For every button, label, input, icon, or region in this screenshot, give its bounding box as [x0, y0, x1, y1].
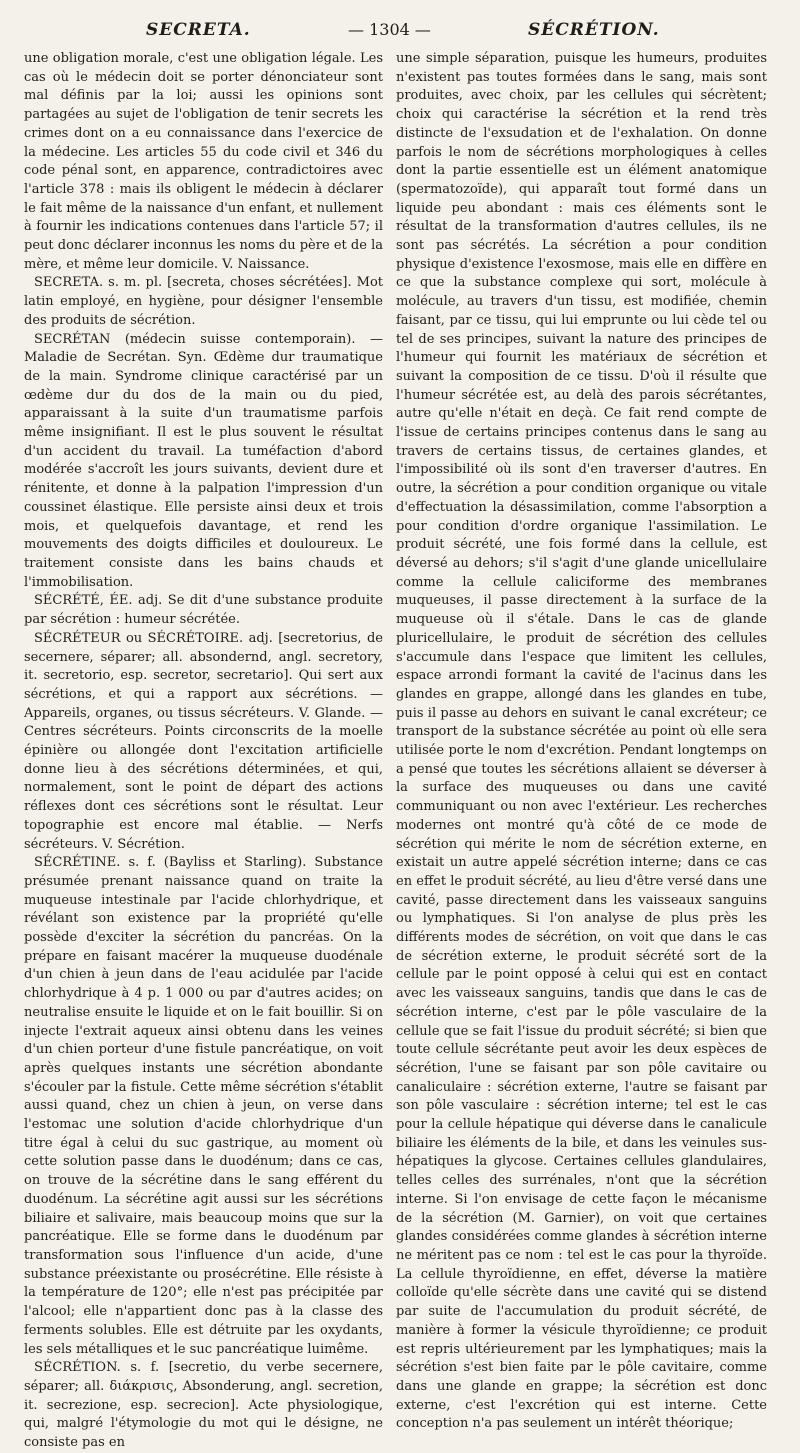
entry-secretan: SECRÉTAN (médecin suisse contemporain). — Maladie de Secrétan. Syn. Œdème dur traumatique de la main. Syndrome clinique caractérisé par un œdème dur du dos de la main ou du pied, apparaissant à la suite d'un traumatisme parfois même insignifiant. Il est le plus souvent le résultat d'un accident du travail. La tuméfaction d'abord modérée s'accroît les jours suivants, devient dure et rénitente, et donne à la palpation l'impression d'un coussinet élastique. Elle persiste ainsi deux et trois mois, et quelquefois davantage, et rend les mouvements des doigts difficiles et douloureux. Le traitement consiste dans les bains chauds et l'immobilisation.	[24, 331, 383, 590]
paragraph-obligation: une obligation morale, c'est une obligation légale. Les cas où le médecin doit se porter dénonciateur sont mal définis par la loi; aussi les opinions sont partagées au sujet de l'obligation de tenir secrets les crimes dont on a eu connaissance dans l'exercice de la médecine. Les articles 55 du code civil et 346 du code pénal sont, en apparence, contradictoires avec l'article 378 : mais ils obligent le médecin à déclarer le fait même de la naissance d'un enfant, et nullement à fournir les indications contenues dans l'article 57; il peut donc déclarer inconnus les noms du père et de la mère, et même leur domicile. V. Naissance.	[24, 51, 383, 272]
header-left-term: SECRETA.	[146, 20, 251, 40]
entry-secretion: SÉCRÉTION. s. f. [secretio, du verbe secernere, séparer; all. διάκρισις, Absonderung, angl. secretion, it. secrezione, esp. secrecion]. Acte physiologique, qui, malgré l'étymologie du mot qui le désigne, ne consiste pas en	[24, 1360, 383, 1451]
header-right-term: SÉCRÉTION.	[528, 20, 660, 40]
page-number: — 1304 —	[348, 20, 431, 39]
page-header	[0, 6, 800, 46]
left-column	[24, 50, 383, 1453]
paragraph-secretion-continued: une simple séparation, puisque les humeurs, produites n'existent pas toutes formées dans le sang, mais sont produites, avec choix, par les cellules qui sécrètent; choix qui caractérise la sécrétion et la rend très distincte de l'exsudation et de l'exhalation. On donne parfois le nom de sécrétions morphologiques à celles dont la partie essentielle est un élément anatomique (spermatozoïde), qui apparaît tout formé dans un liquide peu abondant : mais ces éléments sont le résultat de la transformation d'autres cellules, ils ne sont pas sécrétés. La sécrétion a pour condition physique d'existence l'exosmose, mais elle en diffère en ce que la substance complexe qui sort, molécule à molécule, au travers d'un tissu, est modifiée, chemin faisant, par ce tissu, qui lui emprunte ou lui cède tel ou tel de ses principes, suivant la nature des principes de l'humeur qui fournit les matériaux de sécrétion et suivant la composition de ce tissu. D'où il résulte que l'humeur sécrétée est, au delà des parois sécrétantes, autre qu'elle n'était en deçà. Ce fait rend compte de l'issue de certains principes contenus dans le sang au travers de certains tissus, de certaines glandes, et l'impossibilité où ils sont d'en traverser d'autres. En outre, la sécrétion a pour condition organique ou vitale d'effectuation la désassimilation, comme l'absorption a pour condition d'ordre organique l'assimilation. Le produit sécrété, une fois formé dans la cellule, est déversé au dehors; s'il s'agit d'une glande unicellulaire comme la cellule caliciforme des membranes muqueuses, il passe directement à la surface de la muqueuse où il s'étale. Dans le cas de glande pluricellulaire, le produit de sécrétion des cellules s'accumule dans l'espace que limitent les cellules, espace arrondi formant la cavité de l'acinus dans les glandes en grappe, allongé dans les glandes en tube, puis il passe au dehors en suivant le canal excréteur; ce transport de la substance sécrétée au point où elle sera utilisée porte le nom d'excrétion. Pendant longtemps on a pensé que toutes les sécrétions allaient se déverser à la surface des muqueuses ou dans une cavité communiquant ou non avec l'extérieur. Les recherches modernes ont montré qu'à côté de ce mode de sécrétion qui mérite le nom de sécrétion externe, en existait un autre appelé sécrétion interne; dans ce cas en effet le produit sécrété, au lieu d'être versé dans une cavité, passe directement dans les vaisseaux sanguins ou lymphatiques. Si l'on analyse de plus près les différents modes de sécrétion, on voit que dans le cas de sécrétion externe, le produit sécrété sort de la cellule par le point opposé à celui qui est en contact avec les vaisseaux sanguins, tandis que dans le cas de sécrétion interne, c'est par le pôle vasculaire de la cellule que se fait l'issue du produit sécrété; si bien que toute cellule sécrétante peut avoir les deux espèces de sécrétion, l'une se faisant par son pôle cavitaire ou canaliculaire : sécrétion externe, l'autre se faisant par son pôle vasculaire : sécrétion interne; tel est le cas pour la cellule hépatique qui déverse dans le canalicule biliaire les éléments de la bile, et dans les veinules sus-hépatiques la glycose. Certaines cellules glandulaires, telles celles des surrénales, n'ont que la sécrétion interne. Si l'on envisage de cette façon le mécanisme de la sécrétion (M. Garnier), on voit que certaines glandes considérées comme glandes à sécrétion interne ne méritent pas ce nom : tel est le cas pour la thyroïde. La cellule thyroïdienne, en effet, déverse la matière colloïde qu'elle sécrète dans une cavité qui se distend par suite de l'accumulation du produit sécrété, de manière à former la vésicule thyroïdienne; ce produit est repris ultérieurement par les lymphatiques; mais la sécrétion s'est bien faite par le pôle cavitaire, comme dans une glande en grappe; la sécrétion est donc externe, c'est l'excrétion qui est interne. Cette conception n'a pas seulement un intérêt théorique;	[396, 51, 767, 1432]
entry-secreta: SECRETA. s. m. pl. [secreta, choses sécrétées]. Mot latin employé, en hygiène, pour désigner l'ensemble des produits de sécrétion.	[24, 275, 383, 328]
right-column	[396, 50, 767, 1434]
entry-secretine: SÉCRÉTINE. s. f. (Bayliss et Starling). Substance présumée prenant naissance quand on traite la muqueuse intestinale par l'acide chlorhydrique, et révélant son existence par la propriété qu'elle possède d'exciter la sécrétion du pancréas. On la prépare en faisant macérer la muqueuse duodénale d'un chien à jeun dans de l'eau acidulée par l'acide chlorhydrique à 4 p. 1 000 ou par d'autres acides; on neutralise ensuite le liquide et on le fait bouillir. Si on injecte l'extrait aqueux ainsi obtenu dans les veines d'un chien porteur d'une fistule pancréatique, on voit après quelques instants une sécrétion abondante s'écouler par la fistule. Cette même sécrétion s'établit aussi quand, chez un chien à jeun, on verse dans l'estomac une solution d'acide chlorhydrique d'un titre égal à celui du suc gastrique, au moment où cette solution passe dans le duodénum; dans ce cas, on trouve de la sécrétine dans le sang efférent du duodénum. La sécrétine agit aussi sur les sécrétions biliaire et salivaire, mais beaucoup moins que sur la pancréatique. Elle se forme dans le duodénum par transformation sous l'influence d'un acide, d'une substance préexistante ou prosécrétine. Elle résiste à la température de 120°; elle n'est pas précipitée par l'alcool; elle n'appartient donc pas à la classe des ferments solubles. Elle est détruite par les oxydants, les sels métalliques et le suc pancréatique luimême.	[24, 855, 383, 1357]
entry-secrete: SÉCRÉTÉ, ÉE. adj. Se dit d'une substance produite par sécrétion : humeur sécrétée.	[24, 593, 383, 628]
entry-secreteur: SÉCRÉTEUR ou SÉCRÉTOIRE. adj. [secretorius, de secernere, séparer; all. absondernd, angl. secretory, it. secretorio, esp. secretor, secretario]. Qui sert aux sécrétions, et qui a rapport aux sécrétions. — Appareils, organes, ou tissus sécréteurs. V. Glande. — Centres sécréteurs. Points circonscrits de la moelle épinière ou allongée dont l'excitation artificielle donne lieu à des sécrétions déterminées, et qui, normalement, sont le point de départ des actions réflexes dont ces sécrétions sont le résultat. Leur topographie est encore mal établie. — Nerfs sécréteurs. V. Sécrétion.	[24, 630, 383, 852]
